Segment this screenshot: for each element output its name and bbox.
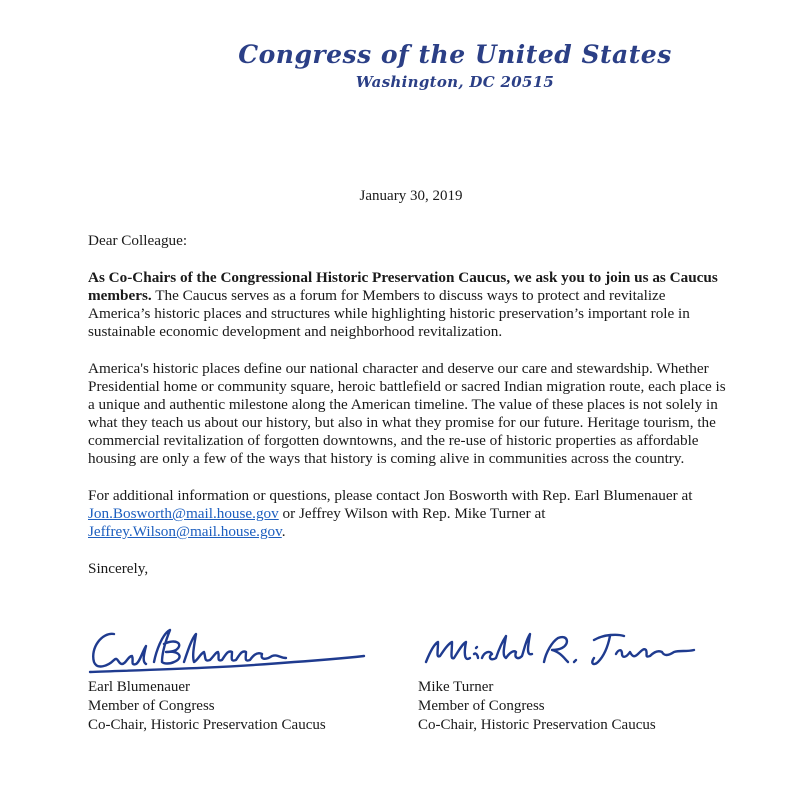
intro-bold-text: As Co-Chairs of the Congressional Historic Preservation Caucus, we ask you to join us as Caucus members. xyxy=(88,269,718,304)
contact-text-2: or Jeffrey Wilson with Rep. Mike Turner at xyxy=(278,505,546,522)
handwritten-signature-turner xyxy=(418,622,718,678)
signer-details-blumenauer xyxy=(88,678,388,735)
paragraph-contact xyxy=(88,487,728,541)
salutation: Dear Colleague: xyxy=(88,232,188,249)
paragraph-intro xyxy=(88,269,728,341)
letterhead-address: Washington, DC 20515 xyxy=(355,73,555,91)
signature-block-blumenauer xyxy=(88,622,388,735)
email-link-wilson[interactable]: Jeffrey.Wilson@mail.house.gov xyxy=(88,523,282,540)
letterhead xyxy=(0,40,800,91)
signer-title: Co-Chair, Historic Preservation Caucus xyxy=(418,717,656,733)
signer-details-turner xyxy=(418,678,718,735)
signer-name: Earl Blumenauer xyxy=(88,679,191,695)
signer-role: Member of Congress xyxy=(88,698,215,714)
signer-name: Mike Turner xyxy=(418,679,494,695)
letter-body xyxy=(88,232,728,578)
signer-title: Co-Chair, Historic Preservation Caucus xyxy=(88,717,326,733)
contact-text-1: For additional information or questions, please contact Jon Bosworth with Rep. Earl Blumenauer at xyxy=(88,487,693,504)
signer-role: Member of Congress xyxy=(418,698,545,714)
intro-text: The Caucus serves as a forum for Members to discuss ways to protect and revitalize America’s historic places and structures while highlighting historic preservation’s important role in sustainable economic development and neighborhood revitalization. xyxy=(88,287,690,340)
email-link-bosworth[interactable]: Jon.Bosworth@mail.house.gov xyxy=(88,505,279,522)
paragraph-history: America's historic places define our national character and deserve our care and stewardship. Whether Presidential home or community square, heroic battlefield or sacred Indian migration route, each place is a unique and authentic milestone along the American timeline. The value of these places is not solely in what they teach us about our history, but also in what they promise for our future. Heritage tourism, the commercial revitalization of forgotten downtowns, and the re-use of historic properties as affordable housing are only a few of the ways that history is coming alive in communities across the country. xyxy=(88,360,726,467)
signature-block-turner xyxy=(418,622,718,735)
letter-date: January 30, 2019 xyxy=(359,188,463,204)
letterhead-title: Congress of the United States xyxy=(238,40,672,69)
closing: Sincerely, xyxy=(88,560,149,577)
handwritten-signature-blumenauer xyxy=(88,622,388,678)
contact-text-3: . xyxy=(281,523,286,540)
